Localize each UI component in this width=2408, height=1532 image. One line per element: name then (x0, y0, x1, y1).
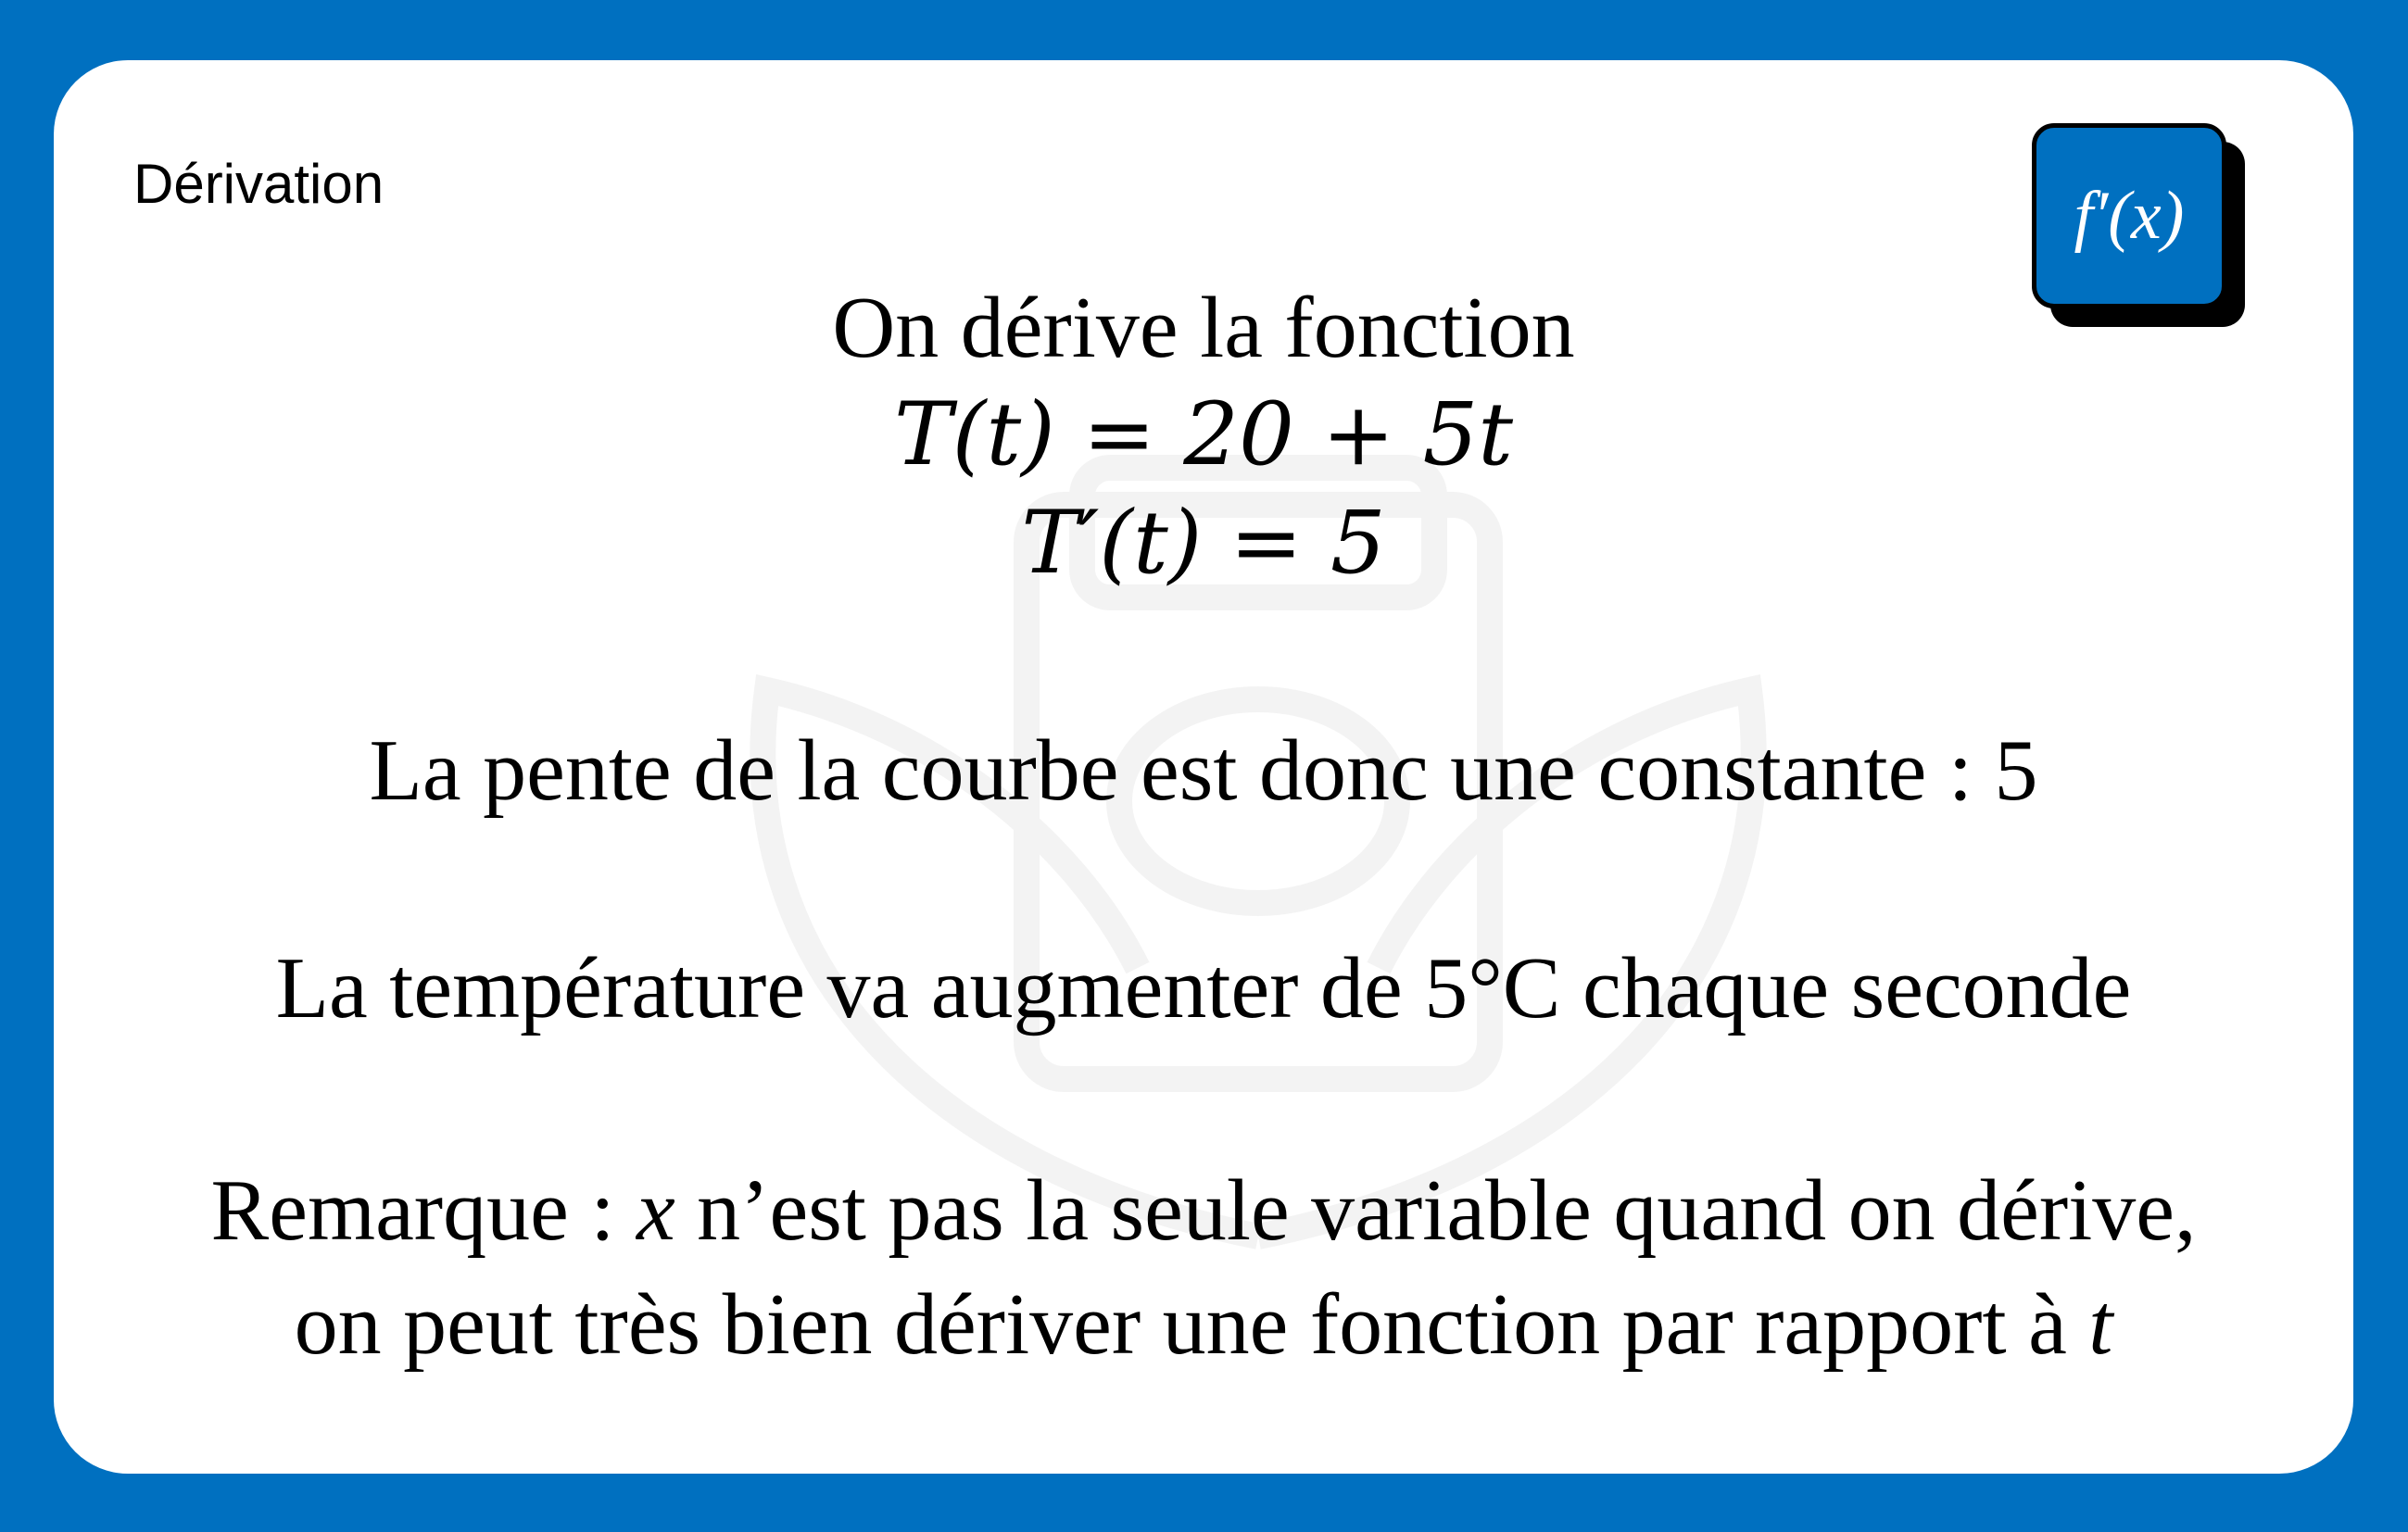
remark-variable: x (636, 1162, 675, 1259)
remark-line-2 (54, 1276, 2353, 1373)
remark-prefix: Remarque : (210, 1162, 637, 1259)
remark-line-1 (54, 1162, 2353, 1259)
remark-rest: n’est pas la seule variable quand on dérive, (674, 1162, 2197, 1259)
derivative-badge-icon (2032, 123, 2226, 308)
slide-card (54, 60, 2353, 1474)
badge-label: f′(x) (2074, 178, 2185, 254)
category-label: Dérivation (133, 153, 385, 215)
temperature-statement: La température va augmenter de 5°C chaque seconde (275, 940, 2132, 1036)
remark-line-2-text: on peut très bien dériver une fonction par rapport à (294, 1276, 2089, 1373)
slope-statement: La pente de la courbe est donc une constante : 5 (369, 722, 2038, 819)
equation-derivative: T′(t) = 5 (1021, 493, 1386, 594)
intro-text: On dérive la fonction (832, 280, 1575, 376)
equation-function: T(t) = 20 + 5t (893, 384, 1514, 485)
remark-line-2-variable: t (2088, 1276, 2113, 1373)
